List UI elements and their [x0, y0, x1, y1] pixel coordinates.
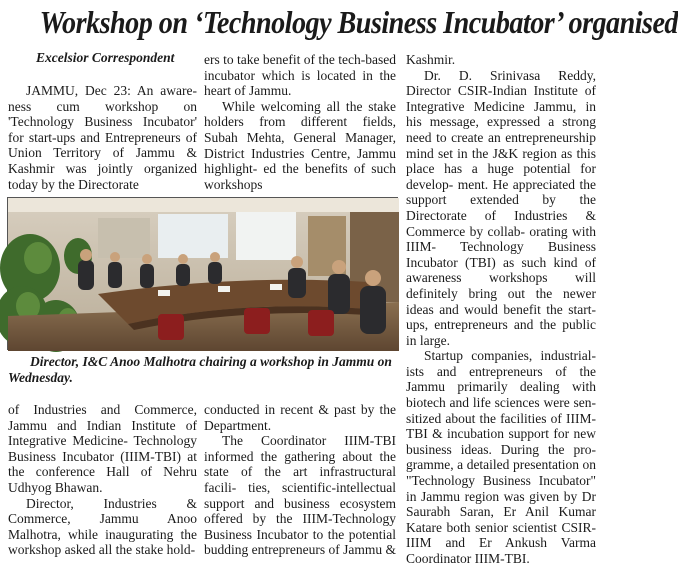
paragraph: The Coordinator IIIM-TBI informed the gathering about the state of the art infrastructural facili- ties, scientific-intellectual support and business ecosystem offered by the IIIM-Technology Business Incubator to the potential budding entrepreneurs of Jammu & [204, 433, 396, 558]
byline: Excelsior Correspondent [36, 50, 175, 65]
paragraph: While welcoming all the stake holders from different fields, Subah Mehta, General Manager, District Industries Centre, Jammu highlight- ed the benefits of such workshops [204, 98, 396, 192]
column-2-top [204, 52, 396, 196]
column-1-top [8, 83, 197, 196]
column-2-bottom [204, 402, 396, 565]
paragraph: Kashmir. [406, 52, 456, 67]
paragraph: Startup companies, industrial- ists and entrepreneurs of the Jammu primarily dealing with biotech and life sciences were sen- sitized about the facilities of IIIM- TBI & incubation support for new business ideas. During the pro- gramme, a detailed presentation on "Technology Business Incubator" in Jammu region was given by Dr Saurabh Saran, Er Anil Kumar Katare both senior scientist CSIR- IIIM and Er Ankush Varma Coordinator IIIM-TBI. [406, 348, 596, 566]
headline: Workshop on ‘Technology Business Incubator’ organised [39, 4, 678, 40]
paragraph: Dr. D. Srinivasa Reddy, Director CSIR-Indian Institute of Integrative Medicine Jammu, in his message, expressed a strong need to create an entrepreneurship mind set in the J&K region as this place has a huge potential for develop- ment. He appreciated the support extended by the Directorate of Industries & Commerce by collab- orating with IIIM- Technology Business Incubator (TBI) as such kind of awareness workshops will definitely bring out the newer ideas and would benefit the start-ups, entrepreneurs and the public in large. [406, 67, 596, 348]
paragraph: ers to take benefit of the tech-based incubator which is located in the heart of Jammu. [204, 52, 396, 99]
photo-caption [8, 354, 398, 385]
column-1-bottom [8, 402, 197, 565]
paragraph: Director, Industries & Commerce, Jammu Anoo Malhotra, while inaugurating the workshop asked all the stake hold- [8, 495, 197, 558]
conference-room-illustration [8, 198, 399, 351]
caption-text: Director, I&C Anoo Malhotra chairing a workshop in Jammu on Wednesday. [8, 354, 392, 385]
paragraph: conducted in recent & past by the Department. [204, 402, 396, 433]
workshop-photo [7, 197, 398, 350]
paragraph: of Industries and Commerce, Jammu and Indian Institute of Integrative Medicine- Technology Business Incubator (IIIM-TBI) at the conference Hall of Nehru Udhyog Bhawan. [8, 402, 197, 495]
column-3 [406, 52, 596, 566]
paragraph: JAMMU, Dec 23: An aware- ness cum workshop on 'Technology Business Incubator' for start-ups and Entrepreneurs of Union Territory of Jammu & Kashmir was jointly organized today by the Directorate [8, 83, 197, 192]
